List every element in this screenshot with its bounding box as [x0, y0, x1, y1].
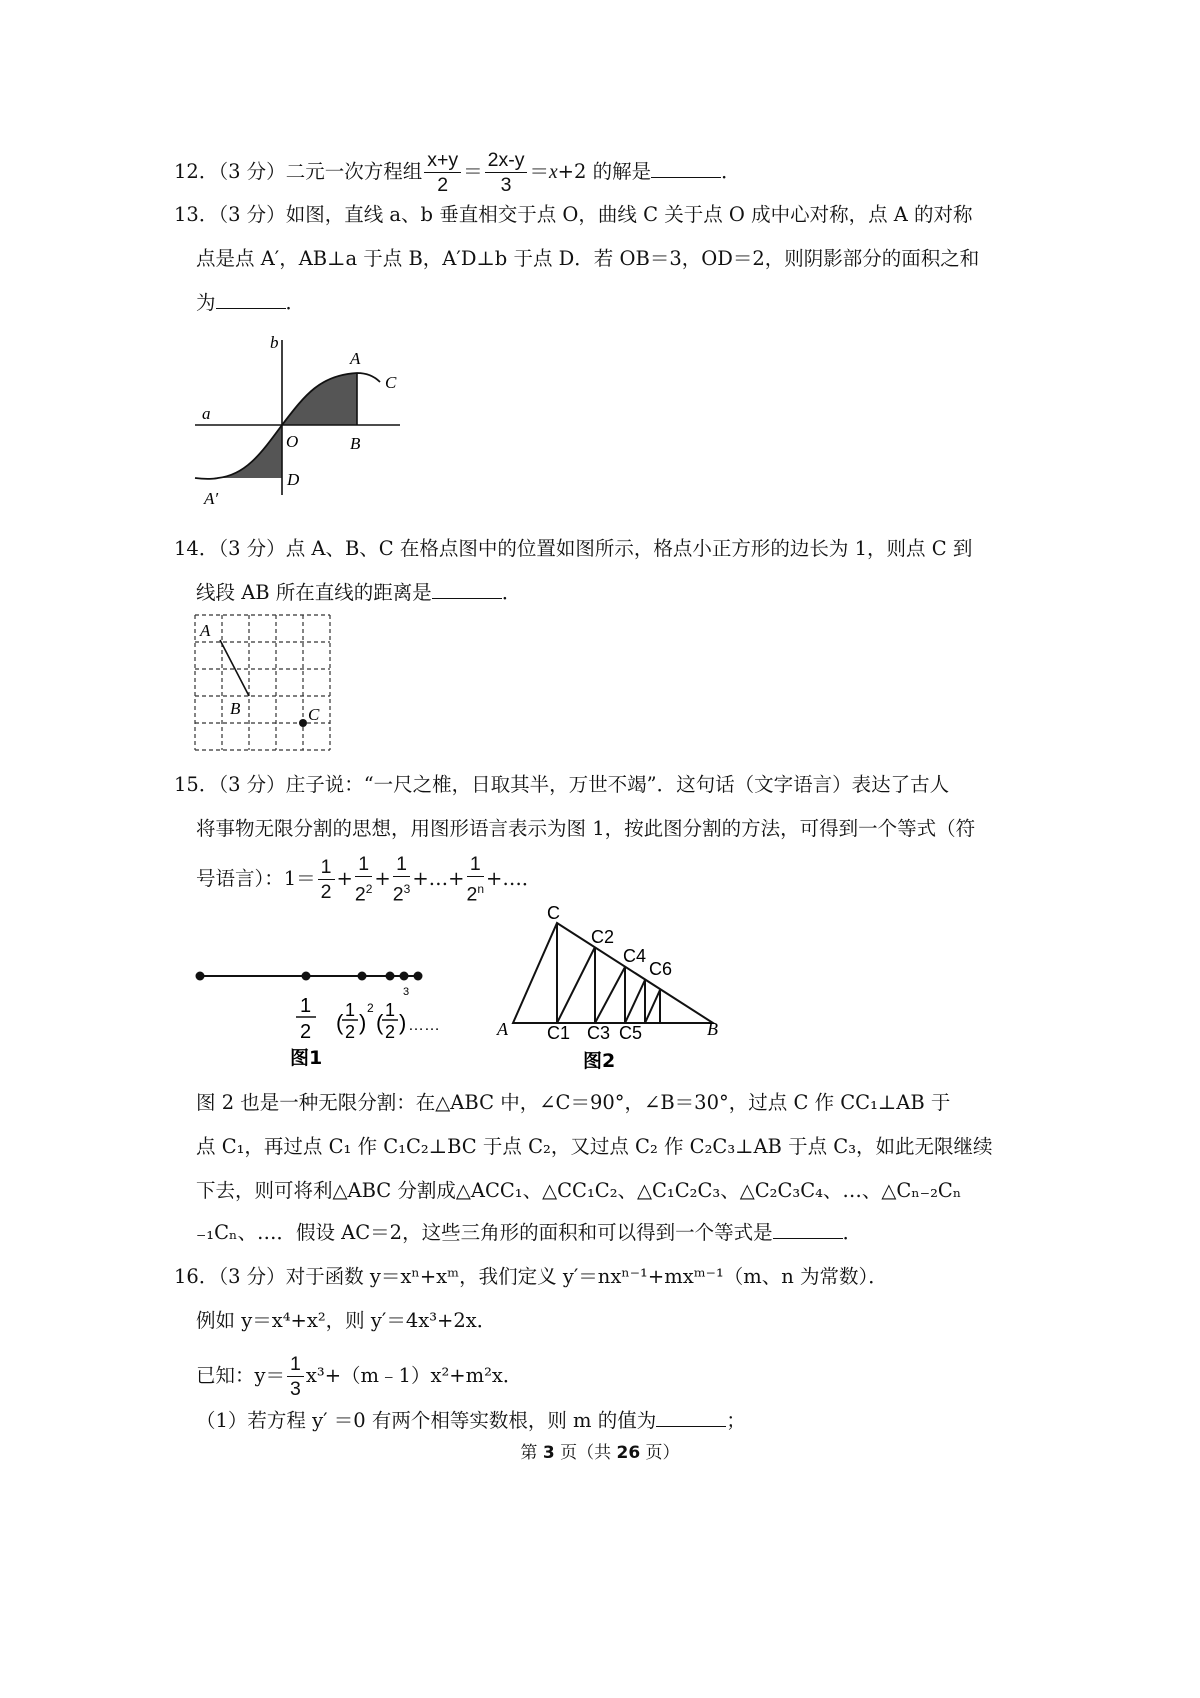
paren: )	[359, 1010, 367, 1035]
point	[302, 972, 311, 981]
shaded-region-right	[282, 373, 357, 425]
label-num: 1	[345, 1000, 356, 1020]
figure-1-caption: 图1	[290, 1047, 323, 1069]
label-B: B	[707, 1019, 718, 1039]
period: ．	[501, 581, 522, 604]
q12-text-tail: +2 的解是	[557, 160, 652, 183]
answer-blank	[651, 157, 721, 178]
total-pages: 26	[616, 1443, 641, 1463]
footer-text: 页（共	[554, 1443, 617, 1463]
point	[196, 972, 205, 981]
label-den: 2	[385, 1022, 396, 1042]
fraction-half-cubed	[393, 852, 411, 907]
point	[386, 972, 395, 981]
fraction-denominator: 2	[320, 880, 332, 903]
label-C: C	[385, 373, 397, 392]
series-end: +…．	[486, 866, 542, 890]
answer-blank	[773, 1218, 843, 1239]
point-C	[299, 719, 307, 727]
q16-text-3-tail: x³+（m﹣1）x²+m²x．	[305, 1364, 523, 1387]
label-A: A	[350, 349, 361, 368]
label-half-num: 1	[300, 995, 312, 1017]
fraction-half-power-n	[467, 852, 485, 907]
label-half-den: 2	[300, 1021, 312, 1043]
segment-c5c6	[625, 980, 645, 1023]
fraction-numerator: x+y	[424, 148, 461, 173]
question-12	[174, 148, 741, 197]
shaded-region-left	[218, 425, 282, 478]
label-num: 1	[385, 1000, 396, 1020]
label-O: O	[286, 432, 299, 451]
label-C1: C1	[547, 1023, 571, 1043]
variable-x: x	[548, 162, 558, 183]
q16-sub1-text: （1）若方程 y′ ＝0 有两个相等实数根，则 m 的值为	[196, 1409, 657, 1432]
fraction-denominator	[467, 877, 485, 907]
fraction-numerator: 1	[287, 1352, 304, 1377]
plus-sign: +	[374, 866, 391, 890]
segment-ab	[220, 640, 249, 696]
period: ．	[285, 291, 306, 314]
label-C: C	[308, 705, 320, 724]
label-B: B	[350, 434, 361, 453]
q15-figure-1	[190, 960, 470, 1070]
base: 2	[392, 883, 404, 906]
question-15-para-3: 下去，则可将利△ABC 分割成△ACC₁、△CC₁C₂、△C₁C₂C₃、△C₂C₃C₄、…、△Cₙ₋₂Cₙ	[196, 1179, 962, 1202]
label-exp: 3	[403, 986, 410, 998]
label-exp: 2	[367, 1001, 374, 1015]
exponent: 3	[403, 882, 411, 896]
ellipsis: +…+	[412, 866, 465, 890]
page-footer	[0, 1438, 1200, 1463]
semicolon: ；	[726, 1409, 746, 1432]
fraction-numerator: 1	[355, 852, 373, 877]
fraction-numerator: 1	[467, 852, 485, 877]
period: ．	[842, 1221, 863, 1244]
fraction-half-squared	[355, 852, 373, 907]
q13-score: （3 分）	[218, 203, 286, 226]
q14-number: 14．	[174, 537, 219, 560]
exponent: n	[477, 882, 485, 896]
q15-text-1: 庄子说：“一尺之椎，日取其半，万世不竭”．这句话（文字语言）表达了古人	[285, 773, 950, 796]
fraction-numerator: 1	[318, 855, 335, 880]
dot-grid	[195, 615, 330, 750]
q16-number: 16．	[174, 1265, 219, 1288]
question-15-para-4	[196, 1218, 862, 1248]
label-C2: C2	[591, 927, 615, 947]
question-14-line-1	[174, 534, 972, 564]
q12-fraction-2	[485, 148, 528, 197]
point	[358, 972, 367, 981]
label-A-prime: A′	[204, 489, 219, 508]
exponent: 2	[365, 882, 373, 896]
question-15-para-2: 点 C₁，再过点 C₁ 作 C₁C₂⊥BC 于点 C₂，又过点 C₂ 作 C₂C₃⊥AB 于点 C₃，如此无限继续	[196, 1135, 993, 1158]
fraction-denominator: 2	[437, 174, 449, 196]
fraction-denominator	[355, 877, 373, 907]
q14-text-2: 线段 AB 所在直线的距离是	[196, 581, 432, 604]
q16-score: （3 分）	[218, 1265, 286, 1288]
question-16-sub-1	[196, 1406, 746, 1436]
q15-number: 15．	[174, 773, 219, 796]
fraction-denominator	[393, 877, 411, 907]
figure-2-caption: 图2	[583, 1050, 616, 1072]
point	[400, 972, 409, 981]
question-16-line-3	[196, 1352, 522, 1401]
footer-text: 页）	[640, 1443, 680, 1463]
label-A: A	[200, 621, 211, 640]
question-15-line-2: 将事物无限分割的思想，用图形语言表示为图 1，按此图分割的方法，可得到一个等式（符	[196, 817, 976, 840]
q15-figure-2	[495, 905, 740, 1075]
plus-sign: +	[336, 866, 353, 890]
label-den: 2	[345, 1022, 356, 1042]
base: 2	[466, 883, 478, 906]
point	[414, 972, 423, 981]
q12-score: （3 分）	[218, 160, 286, 183]
question-15-para-1: 图 2 也是一种无限分割：在△ABC 中，∠C＝90°，∠B＝30°，过点 C 作 CC₁⊥AB 于	[196, 1091, 951, 1114]
question-13-line-3	[196, 288, 305, 318]
paren: (	[376, 1010, 384, 1035]
label-B: B	[230, 699, 241, 718]
footer-text: 第	[520, 1443, 543, 1463]
question-15-line-3	[196, 852, 541, 907]
fraction-half	[318, 855, 335, 904]
q12-fraction-1	[424, 148, 461, 197]
paren: )	[399, 1010, 407, 1035]
fraction-denominator: 3	[500, 174, 512, 196]
fraction-denominator: 3	[290, 1378, 301, 1400]
ellipsis: ……	[408, 1017, 440, 1034]
label-A: A	[497, 1019, 508, 1039]
q12-number: 12．	[174, 160, 219, 183]
segment	[645, 990, 660, 1023]
question-13-line-1	[174, 200, 973, 230]
label-b: b	[270, 333, 279, 352]
fraction-numerator: 2x-y	[485, 148, 528, 173]
period: ．	[721, 160, 741, 183]
fraction-numerator: 1	[393, 852, 411, 877]
label-C5: C5	[619, 1023, 643, 1043]
answer-blank	[656, 1406, 726, 1427]
label-D: D	[287, 470, 300, 489]
answer-blank	[432, 578, 502, 599]
q14-score: （3 分）	[218, 537, 286, 560]
answer-blank	[216, 288, 286, 309]
q14-grid-figure	[190, 610, 340, 758]
label-a: a	[202, 404, 211, 423]
q15-text-4: ₋₁Cₙ、…．假设 AC＝2，这些三角形的面积和可以得到一个等式是	[196, 1221, 773, 1244]
q14-text-1: 点 A、B、C 在格点图中的位置如图所示，格点小正方形的边长为 1，则点 C 到	[285, 537, 973, 560]
q13-figure	[190, 330, 420, 515]
label-C6: C6	[649, 959, 673, 979]
q15-text-3: 号语言）：1＝	[196, 866, 316, 890]
page-number: 3	[542, 1443, 555, 1463]
question-16-line-2: 例如 y＝x⁴+x²，则 y′＝4x³+2x．	[196, 1309, 497, 1332]
label-C3: C3	[587, 1023, 611, 1043]
segment-c3c4	[595, 967, 625, 1023]
q13-text-3: 为	[196, 291, 216, 314]
equals-sign: ＝	[463, 160, 483, 183]
segment-c1c2	[557, 947, 595, 1023]
question-16-line-1	[174, 1262, 888, 1292]
question-14-line-2	[196, 578, 521, 608]
q16-text-3: 已知：y＝	[196, 1364, 286, 1387]
paren: (	[336, 1010, 344, 1035]
q13-number: 13．	[174, 203, 219, 226]
q12-text: 二元一次方程组	[285, 160, 423, 183]
fraction-one-third	[287, 1352, 304, 1401]
question-13-line-2: 点是点 A′，AB⊥a 于点 B，A′D⊥b 于点 D．若 OB＝3，OD＝2，则阴影部分的面积之和	[196, 247, 980, 270]
q16-text-1: 对于函数 y＝xⁿ+xᵐ，我们定义 y′＝nxⁿ⁻¹+mxᵐ⁻¹（m、n 为常数）．	[285, 1265, 888, 1288]
question-15-line-1	[174, 770, 949, 800]
equals-sign: ＝	[529, 160, 549, 183]
label-C: C	[547, 905, 560, 923]
q13-text-1: 如图，直线 a、b 垂直相交于点 O，曲线 C 关于点 O 成中心对称，点 A 的对称	[285, 203, 973, 226]
q15-score: （3 分）	[218, 773, 286, 796]
label-C4: C4	[623, 946, 647, 966]
base: 2	[354, 883, 366, 906]
